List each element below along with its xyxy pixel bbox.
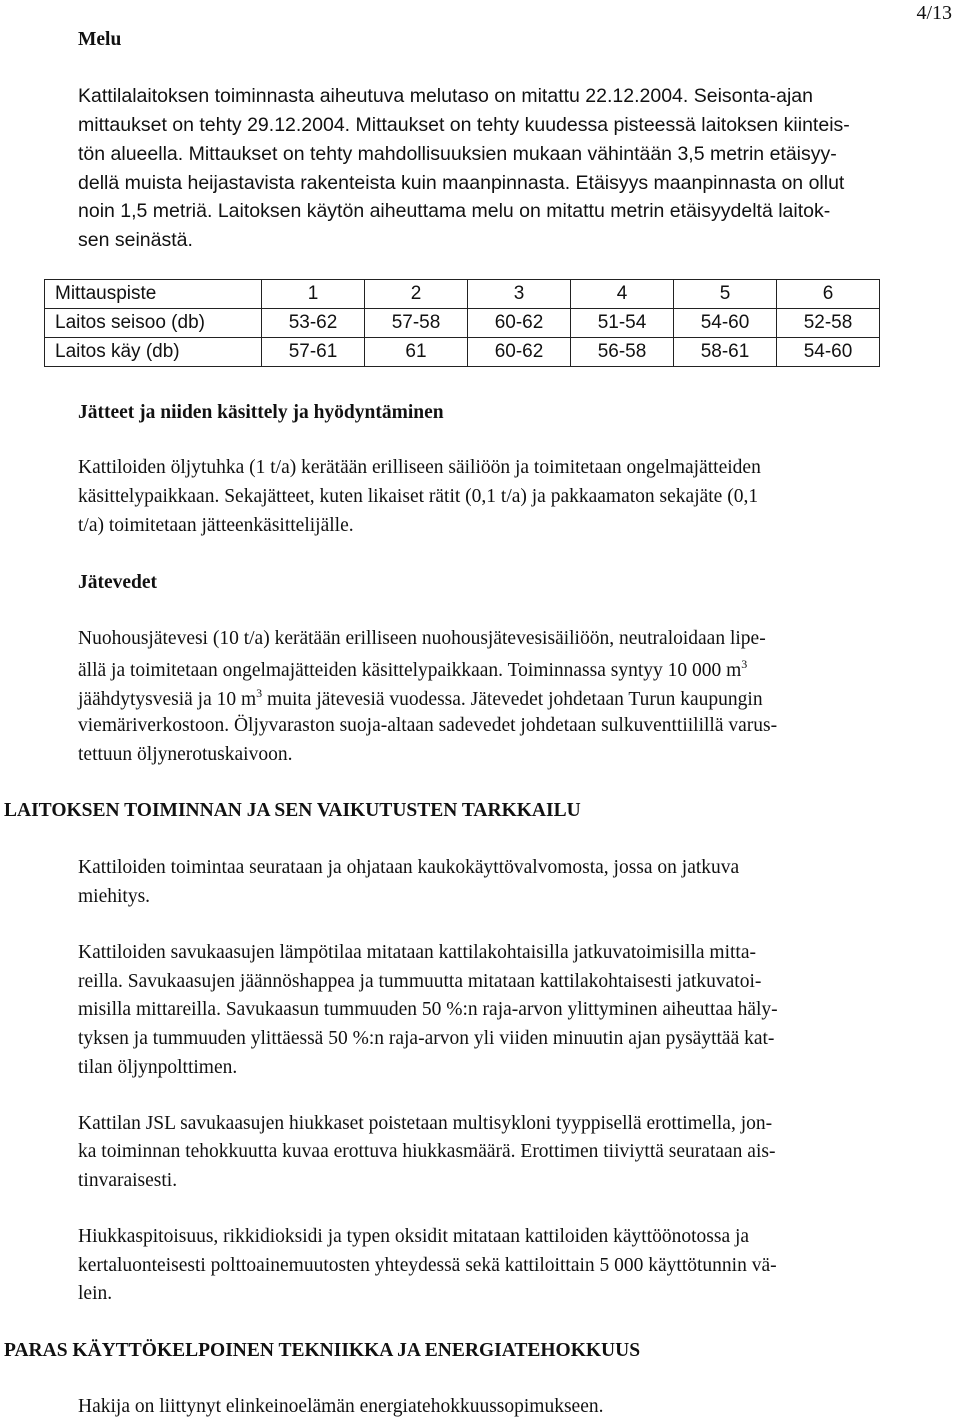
section-heading-tarkkailu: LAITOKSEN TOIMINNAN JA SEN VAIKUTUSTEN TARKKAILU	[4, 800, 581, 821]
table-cell: 53-62	[262, 309, 365, 338]
text-line: tilan öljynpolttimen.	[78, 1057, 238, 1078]
section-heading-melu: Melu	[78, 29, 122, 50]
text-line: dellä muista heijastavista rakenteista kuin maanpinnasta. Etäisyys maanpinnasta on ollut	[78, 172, 845, 194]
text-line: lein.	[78, 1283, 113, 1304]
text-line: Kattiloiden savukaasujen lämpötilaa mitataan kattilakohtaisilla jatkuvatoimisilla mitta-	[78, 942, 756, 963]
text-line: Kattilan JSL savukaasujen hiukkaset poistetaan multisykloni tyyppisellä erottimella, jon-	[78, 1113, 773, 1134]
table-cell: 52-58	[777, 309, 880, 338]
noise-measurement-table	[44, 279, 880, 367]
table-cell: 54-60	[777, 338, 880, 367]
table-row	[45, 309, 880, 338]
text-line: tettuun öljynerotuskaivoon.	[78, 744, 293, 765]
table-cell: 61	[365, 338, 468, 367]
table-cell: 51-54	[571, 309, 674, 338]
text-line: käsittelypaikkaan. Sekajätteet, kuten likaiset rätit (0,1 t/a) ja pakkaamaton sekajäte (0,1	[78, 486, 759, 507]
table-cell: 2	[365, 280, 468, 309]
text-line: Nuohousjätevesi (10 t/a) kerätään erilliseen nuohousjätevesisäiliöön, neutraloidaan lipe-	[78, 628, 766, 649]
text-line: miehitys.	[78, 886, 151, 907]
text-segment: jäähdytysvesiä ja 10 m	[78, 689, 257, 710]
text-line: Kattilalaitoksen toiminnasta aiheutuva melutaso on mitattu 22.12.2004. Seisonta-ajan	[78, 85, 813, 107]
table-cell: Laitos käy (db)	[45, 338, 262, 367]
text-line: sen seinästä.	[78, 229, 193, 251]
table-cell: 56-58	[571, 338, 674, 367]
table-header-row	[45, 280, 880, 309]
table-cell: 57-61	[262, 338, 365, 367]
text-segment: ällä ja toimitetaan ongelmajätteiden käsittelypaikkaan. Toiminnassa syntyy 10 000 m	[78, 660, 742, 681]
table-cell: 3	[468, 280, 571, 309]
text-line: noin 1,5 metriä. Laitoksen käytön aiheuttama melu on mitattu metrin etäisyydeltä laitok-	[78, 200, 831, 222]
table-row	[45, 338, 880, 367]
section-heading-jatevedet: Jätevedet	[78, 572, 158, 593]
table-cell: Laitos seisoo (db)	[45, 309, 262, 338]
table-cell: 54-60	[674, 309, 777, 338]
section-heading-energia: PARAS KÄYTTÖKELPOINEN TEKNIIKKA JA ENERGIATEHOKKUUS	[4, 1340, 641, 1361]
page-number: 4/13	[916, 2, 952, 24]
text-line	[78, 687, 763, 710]
text-line: tyksen ja tummuuden ylittäessä 50 %:n raja-arvon yli viiden minuutin ajan pysäyttää kat-	[78, 1028, 775, 1049]
text-line: t/a) toimitetaan jätteenkäsittelijälle.	[78, 515, 354, 536]
text-line: Hakija on liittynyt elinkeinoelämän energiatehokkuussopimukseen.	[78, 1396, 604, 1417]
table-cell: 5	[674, 280, 777, 309]
table-cell: 6	[777, 280, 880, 309]
table-cell: 60-62	[468, 338, 571, 367]
text-line: mittaukset on tehty 29.12.2004. Mittaukset on tehty kuudessa pisteessä laitoksen kiinteis-	[78, 114, 850, 136]
table-cell: 4	[571, 280, 674, 309]
text-segment: muita jätevesiä vuodessa. Jätevedet johdetaan Turun kaupungin	[262, 689, 763, 710]
text-line: viemäriverkostoon. Öljyvaraston suoja-altaan sadevedet johdetaan sulkuventtiilillä varus-	[78, 715, 778, 736]
text-line: misilla mittareilla. Savukaasun tummuuden 50 %:n raja-arvon ylittyminen aiheuttaa häly-	[78, 999, 778, 1020]
text-line: tön alueella. Mittaukset on tehty mahdollisuuksien mukaan vähintään 3,5 metrin etäisyy-	[78, 143, 837, 165]
section-heading-jatteet: Jätteet ja niiden käsittely ja hyödyntäminen	[78, 402, 444, 423]
text-line: Kattiloiden öljytuhka (1 t/a) kerätään erilliseen säiliöön ja toimitetaan ongelmajätteiden	[78, 457, 761, 478]
table-cell: 57-58	[365, 309, 468, 338]
text-line: Hiukkaspitoisuus, rikkidioksidi ja typen oksidit mitataan kattiloiden käyttöönotossa ja	[78, 1226, 750, 1247]
text-line: Kattiloiden toimintaa seurataan ja ohjataan kaukokäyttövalvomosta, jossa on jatkuva	[78, 857, 740, 878]
table-cell: Mittauspiste	[45, 280, 262, 309]
superscript: 3	[741, 657, 748, 671]
text-line: tinvaraisesti.	[78, 1170, 178, 1191]
text-line	[78, 658, 747, 681]
table-cell: 60-62	[468, 309, 571, 338]
text-line: kertaluonteisesti polttoainemuutosten yhteydessä sekä kattiloittain 5 000 käyttötunnin vä-	[78, 1255, 777, 1276]
text-line: ka toiminnan tehokkuutta kuvaa erottuva hiukkasmäärä. Erottimen tiiviyttä seurataan ais-	[78, 1141, 776, 1162]
text-line: reilla. Savukaasujen jäännöshappea ja tummuutta mitataan kattilakohtaisesti jatkuvatoi-	[78, 971, 762, 992]
superscript: 3	[256, 686, 263, 700]
table-cell: 58-61	[674, 338, 777, 367]
table-cell: 1	[262, 280, 365, 309]
